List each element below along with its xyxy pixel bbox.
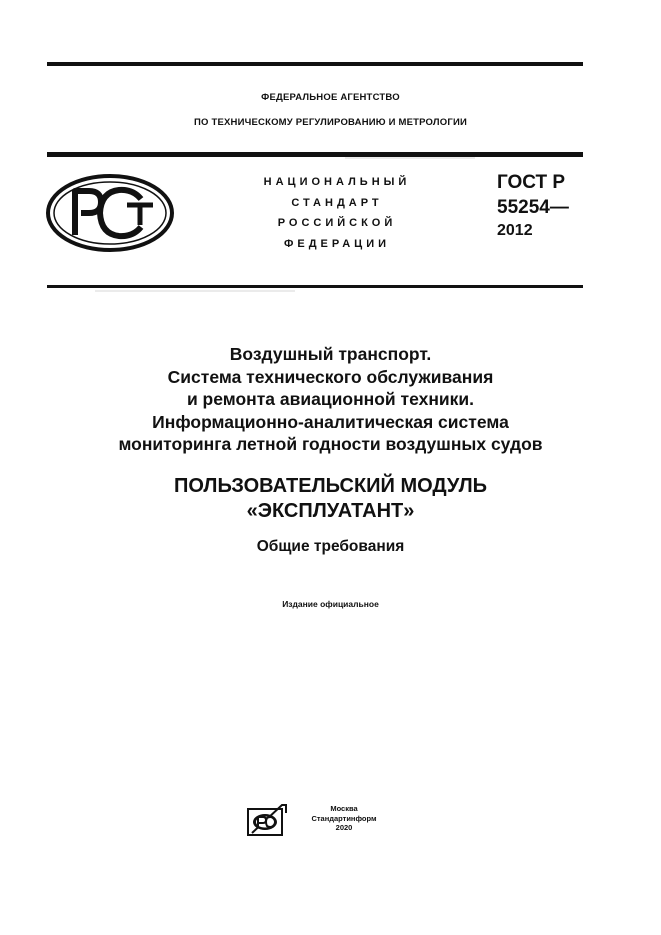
top-rule (47, 62, 583, 66)
standard-block-top-rule (47, 152, 583, 157)
title-line-1: Воздушный транспорт. (229, 344, 432, 364)
document-title (0, 343, 661, 456)
national-standard-line-3: РОССИЙСКОЙ (277, 217, 397, 229)
agency-line-2: ПО ТЕХНИЧЕСКОМУ РЕГУЛИРОВАНИЮ И МЕТРОЛОГИИ (194, 117, 467, 128)
publisher-name: Стандартинформ (311, 813, 377, 823)
module-title (0, 474, 661, 524)
scan-artifact (345, 157, 475, 159)
national-standard-line-4: ФЕДЕРАЦИИ (283, 237, 391, 250)
agency-line-1: ФЕДЕРАЛЬНОЕ АГЕНТСТВО (261, 92, 400, 103)
publisher-year: 2020 (335, 823, 353, 832)
national-standard-line-2: СТАНДАРТ (291, 196, 383, 209)
title-line-3: и ремонта авиационной техники. (186, 389, 475, 409)
standard-block-bottom-rule (47, 285, 583, 288)
national-standard-label (232, 172, 442, 254)
publisher-city: Москва (330, 804, 358, 813)
designation-line-3: 2012 (497, 222, 533, 239)
designation-line-1: ГОСТ Р (497, 172, 566, 193)
designation-line-2: 55254— (497, 197, 569, 218)
standard-designation (497, 170, 569, 242)
requirements-subtitle: Общие требования (256, 538, 405, 555)
module-title-line-1: ПОЛЬЗОВАТЕЛЬСКИЙ МОДУЛЬ (173, 475, 488, 497)
scan-artifact (95, 290, 295, 292)
module-title-line-2: «ЭКСПЛУАТАНТ» (246, 500, 415, 522)
title-line-4: Информационно-аналитическая система (152, 411, 509, 432)
title-line-2: Система технического обслуживания (167, 366, 494, 387)
national-standard-line-1: НАЦИОНАЛЬНЫЙ (263, 176, 411, 188)
title-line-5: мониторинга летной годности воздушных судов (118, 434, 543, 454)
gost-r-emblem-icon (45, 173, 175, 253)
publisher-info (304, 804, 384, 833)
edition-label: Издание официальное (282, 599, 379, 609)
standartinform-logo-icon (246, 803, 288, 837)
